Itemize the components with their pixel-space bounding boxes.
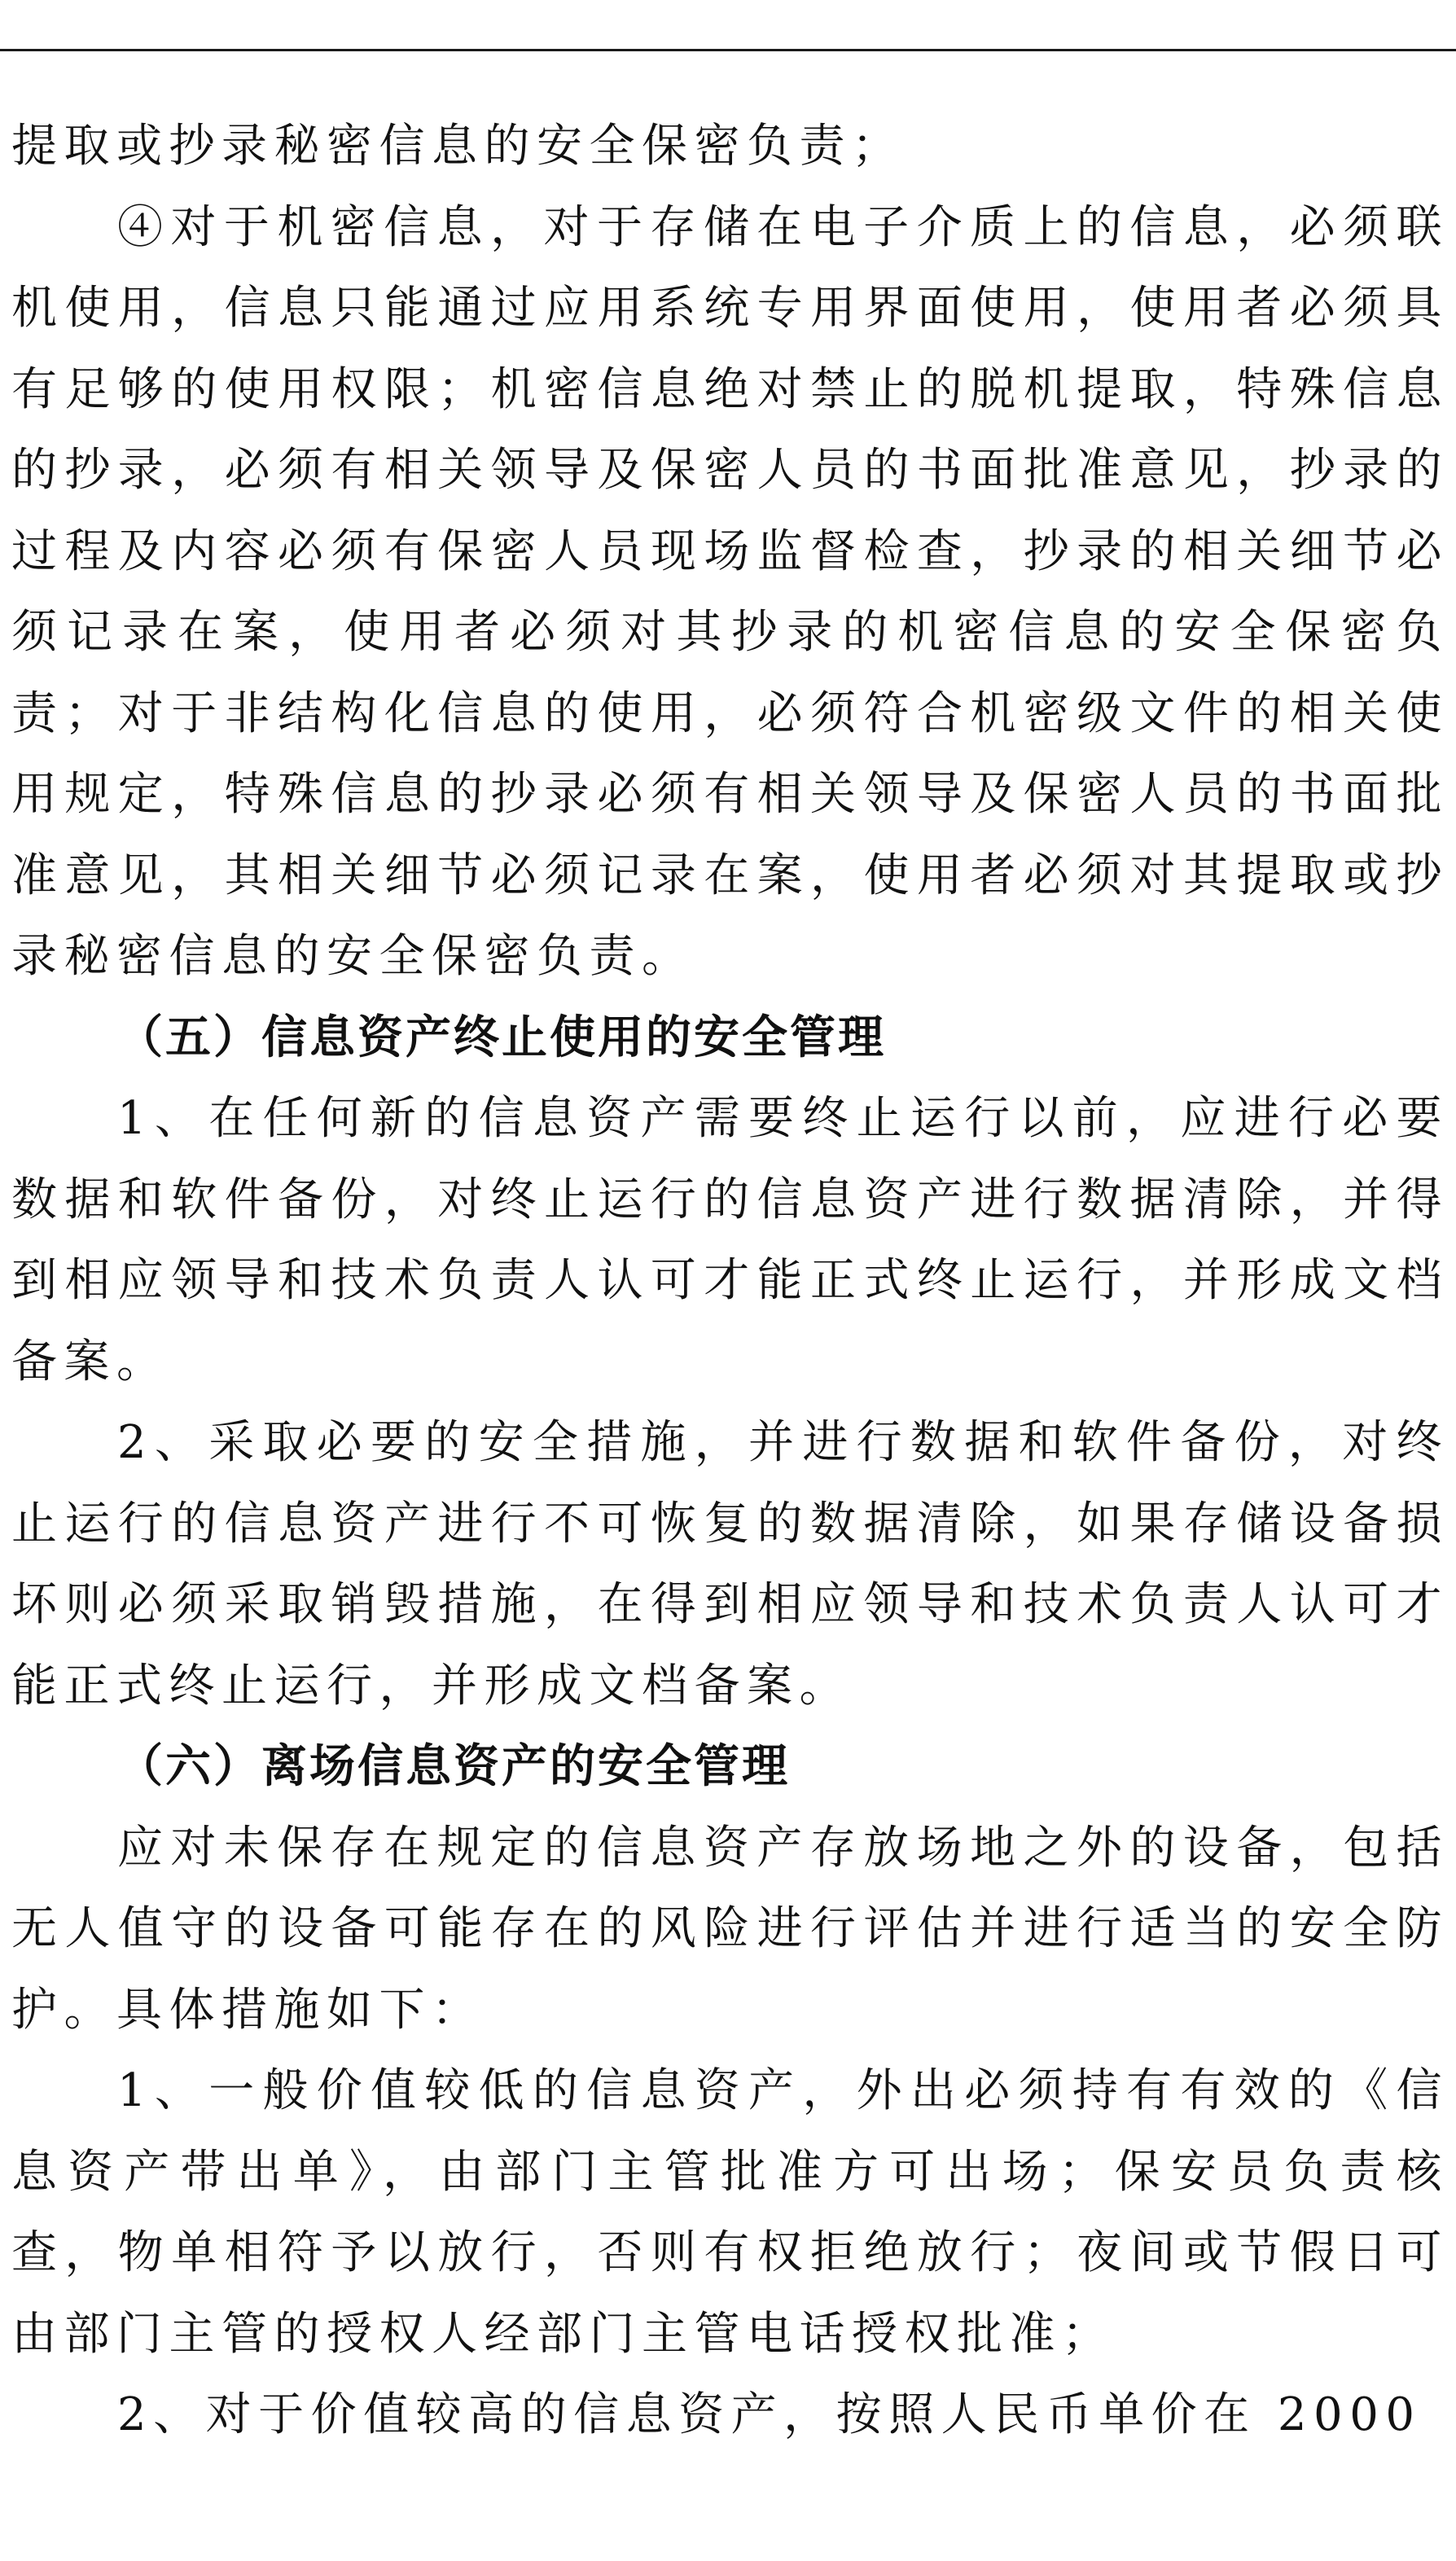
paragraph-offsite-1: 1、一般价值较低的信息资产，外出必须持有有效的《信息资产带出单》，由部门主管批准方可出场；保安员负责核查，物单相符予以放行，否则有权拒绝放行；夜间或节假日可由部门主管的授权人经部门主管电话授权批准； [11, 2064, 1449, 2361]
paragraph-termination-2: 2、采取必要的安全措施，并进行数据和软件备份，对终止运行的信息资产进行不可恢复的数据清除，如果存储设备损坏则必须采取销毁措施，在得到相应领导和技术负责人认可才能正式终止运行，并形成文档备案。 [11, 1416, 1449, 1712]
paragraph-confidential-info: ④对于机密信息，对于存储在电子介质上的信息，必须联机使用，信息只能通过应用系统专用界面使用，使用者必须具有足够的使用权限；机密信息绝对禁止的脱机提取，特殊信息的抄录，必须有相关领导及保密人员的书面批准意见，抄录的过程及内容必须有保密人员现场监督检查，抄录的相关细节必须记录在案，使用者必须对其抄录的机密信息的安全保密负责；对于非结构化信息的使用，必须符合机密级文件的相关使用规定，特殊信息的抄录必须有相关领导及保密人员的书面批准意见，其相关细节必须记录在案，使用者必须对其提取或抄录秘密信息的安全保密负责。 [11, 200, 1449, 983]
section-heading-6: （六）离场信息资产的安全管理 [117, 1740, 790, 1793]
paragraph-continuation: 提取或抄录秘密信息的安全保密负责； [11, 120, 905, 173]
section-heading-5: （五）信息资产终止使用的安全管理 [117, 1011, 886, 1064]
document-body [11, 106, 1449, 2456]
paragraph-offsite-intro: 应对未保存在规定的信息资产存放场地之外的设备，包括无人值守的设备可能存在的风险进行评估并进行适当的安全防护。具体措施如下： [11, 1821, 1449, 2037]
paragraph-offsite-2: 2、对于价值较高的信息资产，按照人民币单价在 2000 [117, 2388, 1422, 2441]
header-rule [0, 49, 1456, 51]
paragraph-termination-1: 1、在任何新的信息资产需要终止运行以前，应进行必要数据和软件备份，对终止运行的信息资产进行数据清除，并得到相应领导和技术负责人认可才能正式终止运行，并形成文档备案。 [11, 1092, 1449, 1388]
